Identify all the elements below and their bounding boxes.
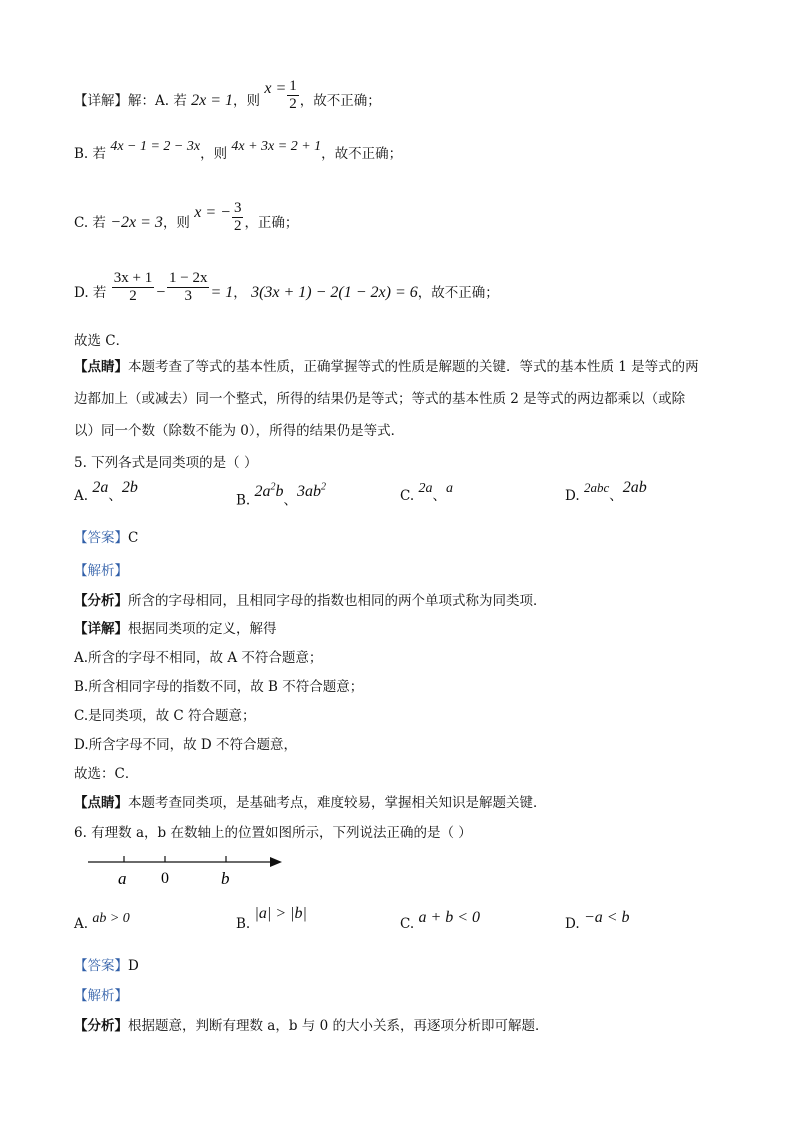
number-line bbox=[86, 850, 291, 890]
label-0: 0 bbox=[161, 870, 169, 887]
q6-answer: 【答案】D bbox=[74, 958, 139, 974]
q4-comment-1: 【点睛】本题考查了等式的基本性质，正确掌握等式的性质是解题的关键．等式的基本性质 1 是等式的两 bbox=[74, 359, 699, 375]
q6-option-a: A. ab > 0 bbox=[74, 911, 130, 932]
fraction: $\frac{1}{2}$ bbox=[289, 78, 297, 112]
label-a: a bbox=[118, 869, 127, 888]
q4-detail-a: 【详解】解：A. 若 2x = 1，则 x = $\frac{1}{2}$ ，故不正确； bbox=[74, 78, 381, 112]
q5-detail-d: D.所含字母不同，故 D 不符合题意， bbox=[74, 737, 298, 753]
fraction: $\frac{1 - 2x}{3}$ bbox=[169, 270, 208, 304]
q5-fenxi: 【分析】所含的字母相同，且相同字母的指数也相同的两个单项式称为同类项． bbox=[74, 593, 547, 609]
axis-arrow bbox=[270, 857, 282, 867]
fraction: $\frac{3x + 1}{2}$ bbox=[113, 270, 153, 304]
q5-option-a: A. 2a、2b bbox=[74, 479, 138, 504]
q4-comment-2: 边都加上（或减去）同一个整式，所得的结果仍是等式；等式的基本性质 2 是等式的两边都乘以（或除 bbox=[74, 391, 686, 407]
fraction: $\frac{3}{2}$ bbox=[233, 200, 242, 234]
label-b: b bbox=[221, 869, 230, 888]
q4-detail-b: B. 若 4x − 1 = 2 − 3x，则 4x + 3x = 2 + 1，故不正确； bbox=[74, 139, 403, 162]
q4-comment-3: 以）同一个数（除数不能为 0），所得的结果仍是等式． bbox=[74, 423, 405, 439]
q5-answer: 【答案】C bbox=[74, 530, 139, 546]
q6-analysis-tag: 【解析】 bbox=[74, 988, 128, 1004]
q5-choose: 故选：C． bbox=[74, 766, 139, 782]
q5-detail: 【详解】根据同类项的定义，解得 bbox=[74, 621, 277, 637]
q6-question: 6. 有理数 a，b 在数轴上的位置如图所示，下列说法正确的是（ ） bbox=[74, 825, 472, 841]
q4-choose: 故选 C． bbox=[74, 333, 130, 349]
q5-option-c: C. 2a、a bbox=[400, 481, 453, 504]
q4-detail-c: C. 若 −2x = 3，则 x = − $\frac{3}{2}$ ，正确； bbox=[74, 200, 299, 234]
q5-detail-b: B.所含相同字母的指数不同，故 B 不符合题意； bbox=[74, 679, 364, 695]
q5-detail-c: C.是同类项，故 C 符合题意； bbox=[74, 708, 256, 724]
q6-option-b: B. |a| > |b| bbox=[236, 905, 307, 932]
q4-detail-d: D. 若 $\frac{3x + 1}{2}$ − $\frac{1 - 2x}{3}$ = 1， 3(3x + 1) − 2(1 − 2x) = 6，故不正确； bbox=[74, 270, 499, 304]
q5-detail-a: A.所含的字母不相同，故 A 不符合题意； bbox=[74, 650, 323, 666]
q6-fenxi: 【分析】根据题意，判断有理数 a，b 与 0 的大小关系，再逐项分析即可解题． bbox=[74, 1018, 549, 1034]
q5-option-d: D. 2abc、2ab bbox=[565, 479, 647, 504]
q6-option-d: D. −a < b bbox=[565, 909, 630, 932]
q5-analysis-tag: 【解析】 bbox=[74, 563, 128, 579]
q5-question: 5. 下列各式是同类项的是（ ） bbox=[74, 455, 258, 471]
q5-comment: 【点睛】本题考查同类项，是基础考点，难度较易，掌握相关知识是解题关键． bbox=[74, 795, 547, 811]
q6-option-c: C. a + b < 0 bbox=[400, 909, 481, 932]
q5-option-b: B. $2a^2b$、$3ab^2$ bbox=[236, 482, 327, 509]
